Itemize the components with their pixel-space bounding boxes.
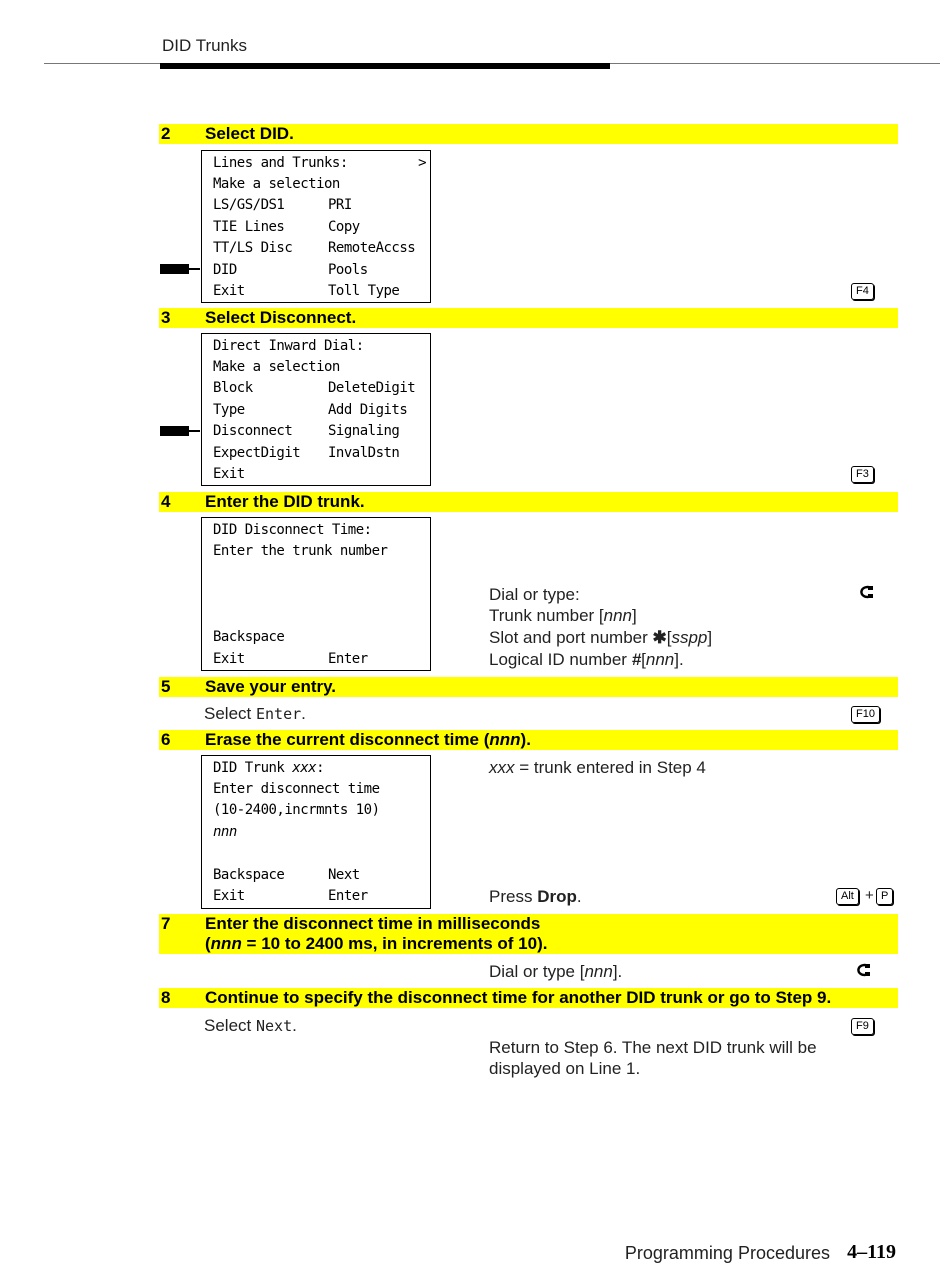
key-p[interactable]: P: [876, 888, 893, 905]
selection-pointer-icon: [160, 264, 200, 274]
display-screen-direct-inward-dial: [201, 333, 431, 486]
note-trunk-entered: xxx = trunk entered in Step 4: [489, 758, 706, 777]
menu-option-type[interactable]: Type: [213, 402, 245, 418]
instruction-dial-or-type-nnn: Dial or type [nnn].: [489, 962, 623, 981]
menu-option-tie-lines[interactable]: TIE Lines: [213, 219, 285, 235]
display-screen-did-trunk: [201, 755, 431, 909]
page-number: 4–119: [847, 1241, 896, 1263]
footer-section-title: Programming Procedures: [624, 1243, 830, 1263]
menu-option-next[interactable]: Next: [328, 867, 360, 883]
menu-option-remoteaccss[interactable]: RemoteAccss: [328, 240, 416, 256]
menu-option-pri[interactable]: PRI: [328, 197, 352, 213]
screen-prompt: Enter disconnect time: [213, 781, 380, 797]
result-line-1: Return to Step 6. The next DID trunk will be: [489, 1038, 817, 1057]
menu-option-expectdigit[interactable]: ExpectDigit: [213, 445, 301, 461]
step-number: 2: [161, 124, 171, 143]
function-key-f9[interactable]: F9: [851, 1018, 874, 1035]
step-number: 6: [161, 730, 171, 749]
action-select-next: Select Next.: [204, 1016, 297, 1035]
dial-handset-icon: [854, 963, 872, 977]
step-4-bar: [159, 492, 898, 512]
step-3-bar: [159, 308, 898, 328]
key-plus: +: [865, 887, 874, 904]
menu-option-backspace[interactable]: Backspace: [213, 629, 285, 645]
menu-option-signaling[interactable]: Signaling: [328, 423, 400, 439]
dial-handset-icon: [857, 585, 875, 599]
function-key-f10[interactable]: F10: [851, 706, 880, 723]
selection-pointer-icon: [160, 426, 200, 436]
menu-option-backspace[interactable]: Backspace: [213, 867, 285, 883]
screen-prompt: Make a selection: [213, 176, 340, 192]
menu-option-add-digits[interactable]: Add Digits: [328, 402, 408, 418]
instruction-dial-or-type: Dial or type:: [489, 585, 580, 604]
display-screen-lines-trunks: [201, 150, 431, 303]
step-5-bar: [159, 677, 898, 697]
instruction-slot-port: Slot and port number ✱[sspp]: [489, 628, 713, 647]
step-title: Continue to specify the disconnect time for another DID trunk or go to Step 9.: [205, 988, 832, 1007]
screen-title: DID Trunk xxx:: [213, 760, 325, 776]
step-number: 5: [161, 677, 171, 696]
action-press-drop: Press Drop.: [489, 887, 582, 906]
result-line-2: displayed on Line 1.: [489, 1059, 641, 1078]
instruction-trunk-number: Trunk number [nnn]: [489, 606, 637, 625]
screen-title: DID Disconnect Time:: [213, 522, 372, 538]
screen-title: Lines and Trunks:: [213, 155, 348, 171]
display-screen-did-disconnect-time: [201, 517, 431, 671]
step-title: Erase the current disconnect time (nnn).: [205, 730, 531, 749]
screen-prompt: Enter the trunk number: [213, 543, 388, 559]
step-title-line2: (nnn = 10 to 2400 ms, in increments of 10).: [205, 934, 548, 953]
menu-option-exit[interactable]: Exit: [213, 283, 245, 299]
menu-option-did[interactable]: DID: [213, 262, 237, 278]
menu-option-exit[interactable]: Exit: [213, 466, 245, 482]
menu-option-disconnect[interactable]: Disconnect: [213, 423, 293, 439]
step-title: Save your entry.: [205, 677, 337, 696]
menu-option-toll-type[interactable]: Toll Type: [328, 283, 400, 299]
key-alt[interactable]: Alt: [836, 888, 859, 905]
step-title: Select DID.: [205, 124, 294, 143]
step-title-line1: Enter the disconnect time in milliseconds: [205, 914, 541, 933]
screen-range: (10-2400,incrmnts 10): [213, 802, 380, 818]
running-header: DID Trunks: [162, 36, 248, 55]
menu-option-invaldstn[interactable]: InvalDstn: [328, 445, 400, 461]
menu-option-exit[interactable]: Exit: [213, 651, 245, 667]
step-title: Enter the DID trunk.: [205, 492, 365, 511]
step-6-bar: [159, 730, 898, 750]
function-key-f3[interactable]: F3: [851, 466, 874, 483]
screen-prompt: Make a selection: [213, 359, 340, 375]
step-number: 7: [161, 914, 171, 933]
menu-option-lsgsds1[interactable]: LS/GS/DS1: [213, 197, 285, 213]
step-number: 4: [161, 492, 171, 511]
menu-option-exit[interactable]: Exit: [213, 888, 245, 904]
screen-title: Direct Inward Dial:: [213, 338, 364, 354]
step-2-bar: [159, 124, 898, 144]
menu-option-deletedigit[interactable]: DeleteDigit: [328, 380, 416, 396]
step-number: 3: [161, 308, 171, 327]
action-select-enter: Select Enter.: [204, 704, 306, 723]
step-7-bar: [159, 914, 898, 954]
more-arrow: >: [418, 155, 426, 171]
step-title: Select Disconnect.: [205, 308, 357, 327]
menu-option-ttls-disc[interactable]: TT/LS Disc: [213, 240, 293, 256]
menu-option-enter[interactable]: Enter: [328, 888, 368, 904]
instruction-logical-id: Logical ID number #[nnn].: [489, 650, 684, 669]
step-number: 8: [161, 988, 171, 1007]
function-key-f4[interactable]: F4: [851, 283, 874, 300]
header-bar: [160, 63, 610, 69]
menu-option-block[interactable]: Block: [213, 380, 253, 396]
menu-option-copy[interactable]: Copy: [328, 219, 360, 235]
menu-option-pools[interactable]: Pools: [328, 262, 368, 278]
step-8-bar: [159, 988, 898, 1008]
screen-value-field[interactable]: nnn: [213, 824, 237, 840]
menu-option-enter[interactable]: Enter: [328, 651, 368, 667]
